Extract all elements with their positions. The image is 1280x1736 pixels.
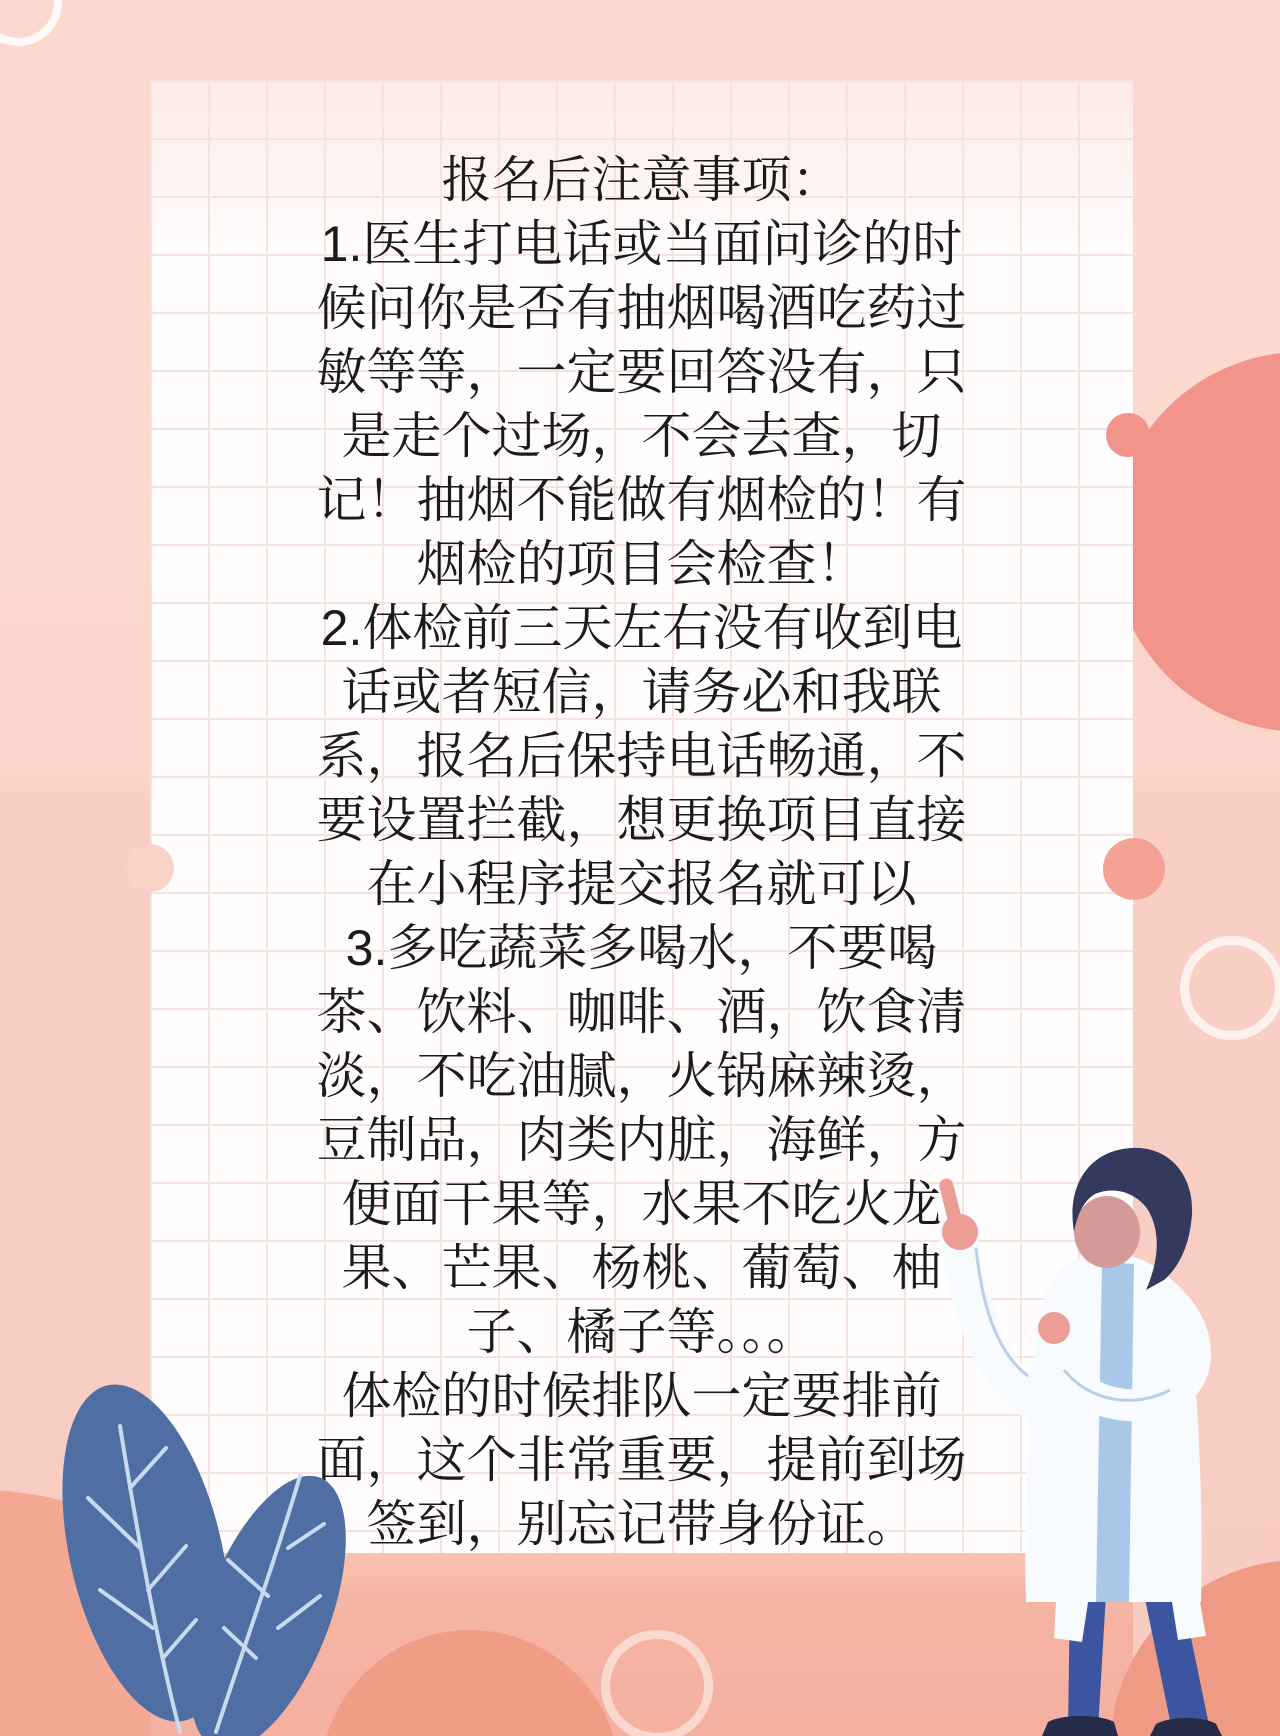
shirt-panel: [1096, 1262, 1134, 1602]
notice-line: 候问你是否有抽烟喝酒吃药过: [316, 280, 967, 336]
right-salmon-circle: [1112, 352, 1280, 732]
notice-line: 便面干果等，水果不吃火龙: [341, 1176, 942, 1232]
notice-line: 体检的时候排队一定要排前: [341, 1368, 942, 1424]
notice-line: 子、橘子等。。。: [466, 1304, 817, 1360]
blue-leaf-plant-illustration: [28, 1328, 372, 1736]
notice-line: 1.医生打电话或当面问诊的时: [320, 216, 963, 272]
notice-title: 报名后注意事项：: [441, 152, 842, 208]
bottom-ring-decoration: [601, 1630, 713, 1736]
right-shoe: [1150, 1718, 1222, 1736]
notice-line: 2.体检前三天左右没有收到电: [320, 600, 963, 656]
notice-line: 话或者短信，请务必和我联: [341, 664, 942, 720]
raised-hand: [942, 1214, 978, 1250]
notice-line: 烟检的项目会检查！: [416, 536, 867, 592]
left-shoe: [1042, 1716, 1118, 1736]
notice-line: 敏等等，一定要回答没有，只: [316, 344, 967, 400]
notice-line: 淡，不吃油腻，火锅麻辣烫，: [316, 1048, 967, 1104]
waist-hand: [1038, 1312, 1070, 1344]
notice-line: 是走个过场，不会去查，切: [341, 408, 942, 464]
notice-line: 茶、饮料、咖啡、酒，饮食清: [316, 984, 967, 1040]
notice-line: 在小程序提交报名就可以: [366, 856, 917, 912]
notice-line: 签到，别忘记带身份证。: [366, 1496, 917, 1552]
notice-line: 豆制品，肉类内脏，海鲜，方: [316, 1112, 967, 1168]
right-ring-decoration: [1180, 936, 1280, 1040]
face: [1074, 1196, 1140, 1268]
notice-line: 果、芒果、杨桃、葡萄、柚: [341, 1240, 942, 1296]
doctor-pointing-up-illustration: [830, 1036, 1280, 1736]
right-edge-bump-lower: [1103, 838, 1165, 900]
notice-line: 要设置拦截，想更换项目直接: [316, 792, 967, 848]
notice-line: 3.多吃蔬菜多喝水，不要喝: [345, 920, 938, 976]
notice-line: 系，报名后保持电话畅通，不: [316, 728, 967, 784]
top-left-ring-decoration: [0, 0, 62, 46]
notice-line: 记！抽烟不能做有烟检的！有: [316, 472, 967, 528]
notice-line: 面，这个非常重要，提前到场: [316, 1432, 967, 1488]
right-edge-bump-upper: [1106, 413, 1150, 457]
left-edge-bump: [126, 844, 174, 892]
